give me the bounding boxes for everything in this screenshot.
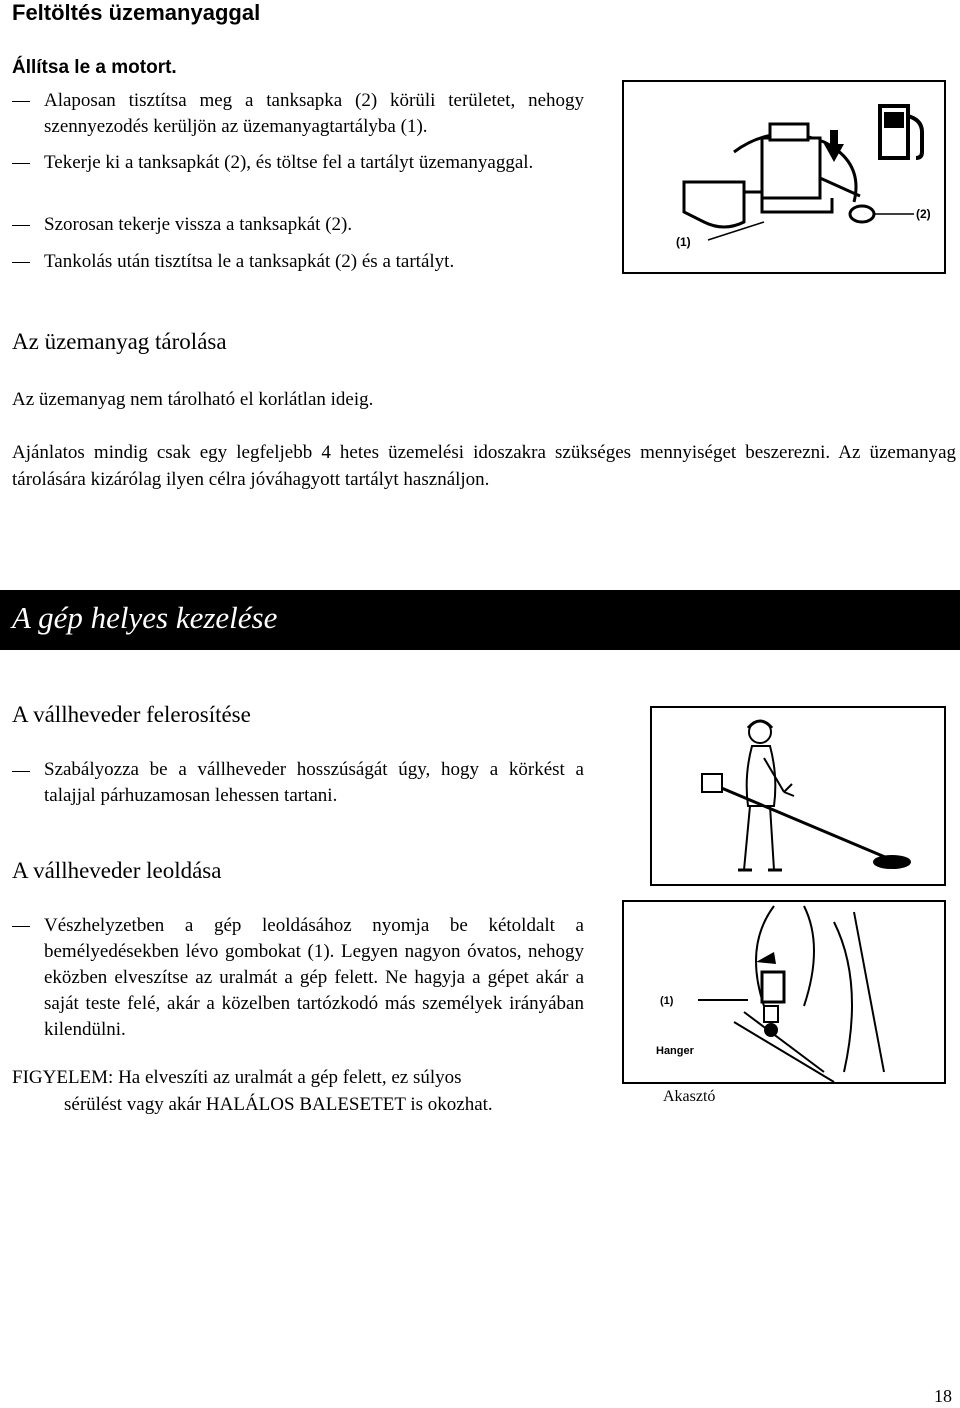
strap-figure xyxy=(650,706,946,886)
list-item: Alaposan tisztítsa meg a tanksapka (2) körüli területet, nehogy szennyezodés kerüljön az üzemanyagtartályba (1). xyxy=(44,90,584,137)
list-dash xyxy=(12,101,30,102)
list-item: Tekerje ki a tanksapkát (2), és töltse fel a tartályt üzemanyaggal. xyxy=(44,152,534,173)
trimmer-engine-illustration xyxy=(624,82,944,272)
list-item: Tankolás után tisztítsa le a tanksapkát (2) és a tartályt. xyxy=(44,251,455,272)
warning-line-2: sérülést vagy akár HALÁLOS BALESETET is okozhat. xyxy=(64,1094,493,1115)
storage-title: Az üzemanyag tárolása xyxy=(12,329,227,354)
list-dash xyxy=(12,163,30,164)
fueling-subtitle: Állítsa le a motort. xyxy=(12,57,177,78)
list-item: Szabályozza be a vállheveder hosszúságát úgy, hogy a körkést a talajjal párhuzamosan lehessen tartani. xyxy=(44,759,584,806)
figure-caption: Akasztó xyxy=(663,1088,716,1105)
section-banner xyxy=(0,590,960,650)
release-title: A vállheveder leoldása xyxy=(12,858,222,883)
storage-paragraph-2: Ajánlatos mindig csak egy legfeljebb 4 hetes üzemelési idoszakra szükséges mennyiséget beszerezni. Az üzemanyag tárolására kizárólag ilyen célra jóváhagyott tartályt használjon. xyxy=(12,442,956,490)
label-hanger: Hanger xyxy=(656,1045,694,1057)
fueling-title: Feltöltés üzemanyaggal xyxy=(12,0,261,25)
hanger-illustration xyxy=(624,902,944,1082)
strap-title: A vállheveder felerosítése xyxy=(12,702,251,727)
label-2: (2) xyxy=(916,207,931,221)
list-dash xyxy=(12,926,30,927)
operator-illustration xyxy=(652,708,944,884)
list-dash xyxy=(12,225,30,226)
banner-title: A gép helyes kezelése xyxy=(12,600,278,635)
fuel-cap xyxy=(850,206,874,222)
label-1: (1) xyxy=(660,995,674,1007)
arrow-down-icon xyxy=(824,130,844,162)
hanger-figure xyxy=(622,900,946,1084)
page-number: 18 xyxy=(934,1386,952,1406)
storage-paragraph-1: Az üzemanyag nem tárolható el korlátlan ideig. xyxy=(12,389,374,410)
label-1: (1) xyxy=(676,235,691,249)
fuel-tank-figure xyxy=(622,80,946,274)
list-dash xyxy=(12,262,30,263)
list-dash xyxy=(12,771,30,772)
list-item: Szorosan tekerje vissza a tanksapkát (2). xyxy=(44,214,353,235)
warning-line-1: FIGYELEM: Ha elveszíti az uralmát a gép felett, ez súlyos xyxy=(12,1067,462,1088)
list-item: Vészhelyzetben a gép leoldásához nyomja be kétoldalt a bemélyedésekben lévo gombokat (1). Legyen nagyon óvatos, nehogy eközben elveszítse az uralmát a gép felett. Ne hagyja a gépet akár a saját teste felé, akár a közelben tartózkodó más személyek irányában kilendülni. xyxy=(44,915,584,1040)
fuel-pump-icon xyxy=(880,106,922,158)
